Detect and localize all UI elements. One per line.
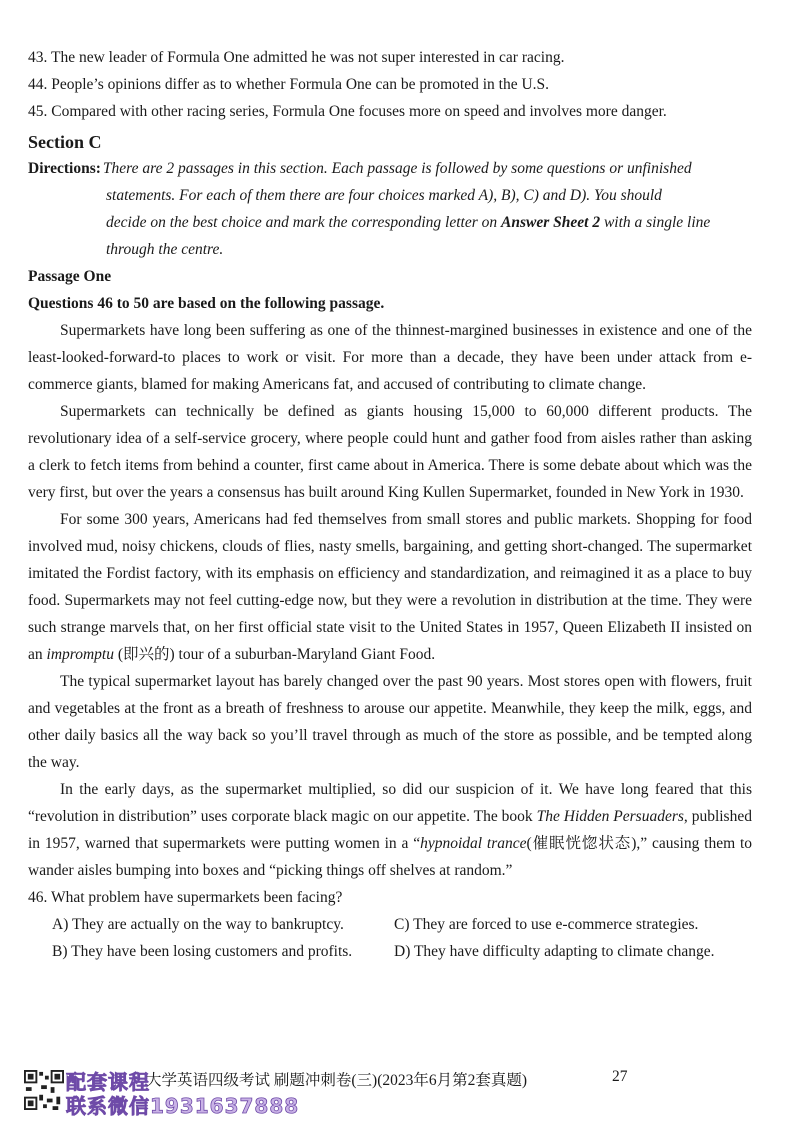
paragraph-4: The typical supermarket layout has barely changed over the past 90 years. Most stores open with flowers, fruit and vegetables at the front as a breath of freshness to arouse our appetite. Meanwhile, they keep the milk, eggs, and other daily basics all the way back so you’ll travel through as much of the store as possible, and be tempted along the way. [28, 673, 752, 771]
choice-c[interactable]: C) They are forced to use e-commerce strategies. [394, 916, 699, 933]
section-title: Section C [28, 132, 102, 152]
paragraph-5a: In the early days, as the supermarket multiplied, so did our suspicion of it. We have long feared that this “revolution in distribution” uses corporate black magic on our appetite. The book [28, 781, 752, 825]
page-number: 27 [612, 1068, 628, 1085]
page-footer [0, 1066, 800, 1122]
choices-row-2 [28, 938, 752, 965]
choice-a[interactable]: A) They are actually on the way to bankruptcy. [52, 916, 344, 933]
passage-heading: Passage One [28, 268, 112, 285]
question-46: 46. What problem have supermarkets been facing? [28, 889, 343, 906]
directions-line-3b: with a single line [600, 214, 711, 231]
statement-44: 44. People’s opinions differ as to whether Formula One can be promoted in the U.S. [28, 76, 550, 93]
paragraph-2: Supermarkets can technically be defined as giants housing 15,000 to 60,000 different products. The revolutionary idea of a self-service grocery, where people could hunt and gather food from aisles rather than asking a clerk to fetch items from behind a counter, first came about in America. There is some debate about which was the very first, but over the years a consensus has built around King Kullen Supermarket, founded in New York in 1930. [28, 403, 752, 501]
watermark-line-1: 配套课程 [66, 1070, 150, 1094]
directions-line-4: through the centre. [106, 241, 224, 258]
book-title: The Hidden Persuaders [536, 808, 684, 825]
choices-row-1 [28, 911, 752, 938]
statement-43: 43. The new leader of Formula One admitted he was not super interested in car racing. [28, 49, 565, 66]
passage-subheading: Questions 46 to 50 are based on the following passage. [28, 295, 385, 312]
paragraph-1: Supermarkets have long been suffering as one of the thinnest-margined businesses in existence and one of the least-looked-forward-to places to work or visit. For more than a decade, they have been under attack from e-commerce giants, blamed for making Americans fat, and accused of contributing to climate change. [28, 322, 752, 393]
impromptu-term: impromptu [46, 646, 114, 663]
paragraph-5 [28, 776, 752, 884]
choice-d[interactable]: D) They have difficulty adapting to climate change. [394, 943, 715, 960]
choice-b[interactable]: B) They have been losing customers and profits. [52, 943, 353, 960]
statement-45: 45. Compared with other racing series, Formula One focuses more on speed and involves more danger. [28, 103, 667, 120]
footer-title: 大学英语四级考试 刷题冲刺卷(三)(2023年6月第2套真题) [146, 1072, 528, 1089]
watermark-line-2: 联系微信1931637888 [66, 1094, 300, 1118]
directions [28, 155, 752, 182]
exam-page [28, 44, 752, 965]
paragraph-3a: For some 300 years, Americans had fed themselves from small stores and public markets. Shopping for food involved mud, noisy chickens, clouds of flies, nasty smells, bargaining, and getting short-changed. The supermarket imitated the Fordist factory, with its emphasis on efficiency and standardization, and reimagined it as a place to buy food. Supermarkets may not feel cutting-edge now, but they were a revolution in distribution at the time. They were such strange marvels that, on her first official state visit to the United States in 1957, Queen Elizabeth II insisted on an [28, 511, 752, 663]
paragraph-5c: (催眠恍惚状态),” causing them to wander aisles bumping into boxes and “picking things off shelves at random.” [28, 835, 753, 879]
directions-label: Directions: [28, 160, 101, 177]
hypnoidal-term: hypnoidal trance [420, 835, 527, 852]
paragraph-5b: , published in 1957, warned that supermarkets were putting women in a “ [28, 808, 752, 852]
directions-line-3a: decide on the best choice and mark the corresponding letter on [106, 214, 502, 231]
paragraph-3b: (即兴的) tour of a suburban-Maryland Giant Food. [113, 646, 436, 663]
directions-line-1: There are 2 passages in this section. Each passage is followed by some questions or unfinished [102, 160, 692, 177]
paragraph-3 [28, 506, 752, 668]
directions-line-2: statements. For each of them there are four choices marked A), B), C) and D). You should [106, 187, 662, 204]
answer-sheet-label: Answer Sheet 2 [501, 214, 601, 231]
directions-line-3 [28, 209, 752, 236]
qr-code-icon[interactable] [24, 1070, 64, 1110]
